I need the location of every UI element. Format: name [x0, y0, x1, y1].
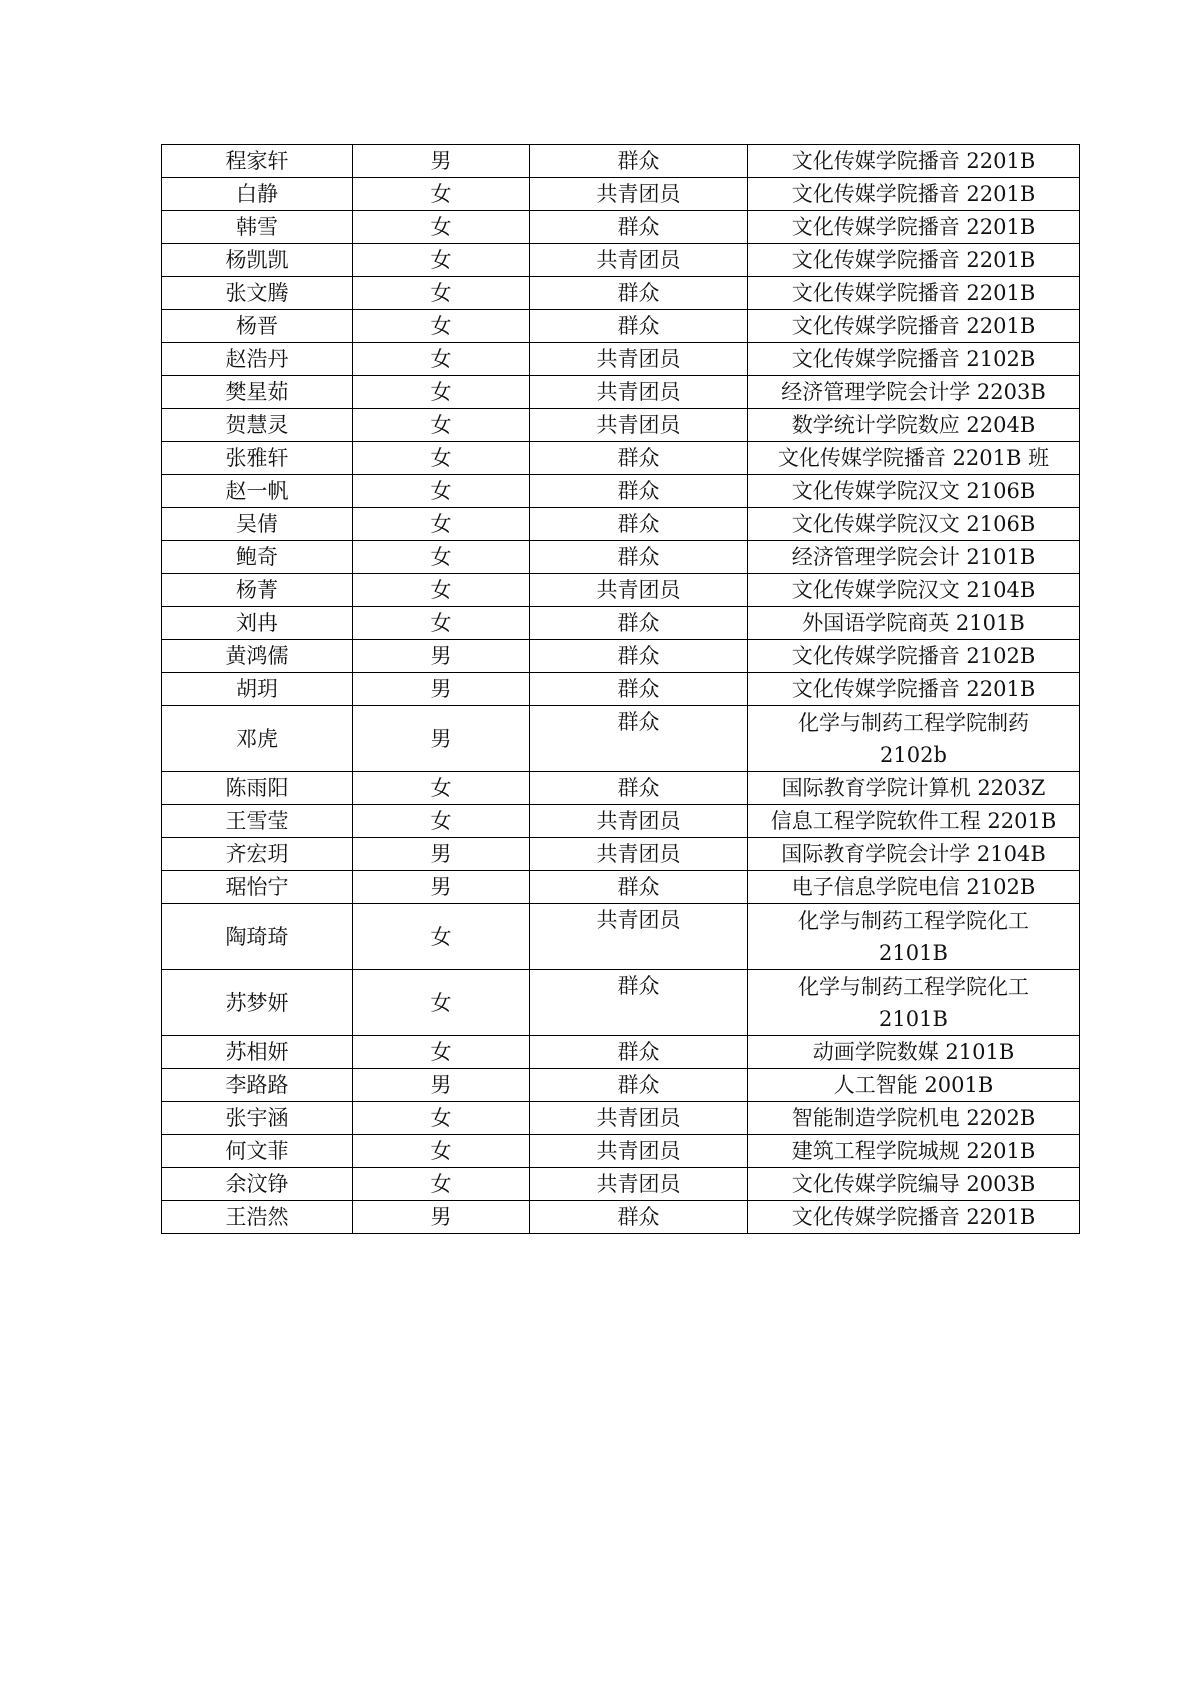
political-status-cell: 群众 — [530, 1201, 748, 1234]
gender-cell: 男 — [353, 673, 530, 706]
gender-cell: 男 — [353, 1069, 530, 1102]
class-line: 智能制造学院机电 2202B — [791, 1106, 1036, 1130]
student-name-cell: 张雅轩 — [162, 442, 353, 475]
student-name-cell: 苏梦妍 — [162, 970, 353, 1036]
political-status-cell: 群众 — [530, 1069, 748, 1102]
gender-cell: 女 — [353, 1135, 530, 1168]
political-status-cell: 共青团员 — [530, 343, 748, 376]
class-line: 动画学院数媒 2101B — [812, 1040, 1015, 1064]
class-line: 经济管理学院会计 2101B — [791, 545, 1036, 569]
student-name-cell: 白静 — [162, 178, 353, 211]
gender-cell: 女 — [353, 409, 530, 442]
political-status-cell: 共青团员 — [530, 904, 748, 970]
political-status-cell: 群众 — [530, 970, 748, 1036]
table-row — [162, 343, 1080, 376]
gender-cell: 女 — [353, 310, 530, 343]
student-name-cell: 苏相妍 — [162, 1036, 353, 1069]
political-status-cell: 共青团员 — [530, 244, 748, 277]
class-cell — [748, 409, 1080, 442]
student-name-cell: 赵浩丹 — [162, 343, 353, 376]
gender-cell: 男 — [353, 145, 530, 178]
class-cell — [748, 442, 1080, 475]
class-cell — [748, 244, 1080, 277]
table-row — [162, 1036, 1080, 1069]
political-status-cell: 群众 — [530, 871, 748, 904]
student-name-cell: 鲍奇 — [162, 541, 353, 574]
gender-cell: 女 — [353, 442, 530, 475]
table-row — [162, 772, 1080, 805]
gender-cell: 女 — [353, 574, 530, 607]
class-line: 2101B — [879, 940, 948, 965]
table-row — [162, 1069, 1080, 1102]
class-line: 经济管理学院会计学 2203B — [781, 380, 1046, 404]
class-cell — [748, 277, 1080, 310]
class-cell — [748, 970, 1080, 1036]
class-line: 外国语学院商英 2101B — [802, 611, 1025, 635]
gender-cell: 男 — [353, 1201, 530, 1234]
student-roster-table — [161, 144, 1080, 1234]
political-status-cell: 群众 — [530, 211, 748, 244]
class-line: 信息工程学院软件工程 2201B — [770, 809, 1057, 833]
student-name-cell: 余汶铮 — [162, 1168, 353, 1201]
table-row — [162, 805, 1080, 838]
student-name-cell: 李路路 — [162, 1069, 353, 1102]
class-cell — [748, 343, 1080, 376]
class-cell — [748, 706, 1080, 772]
table-row — [162, 1135, 1080, 1168]
student-name-cell: 吴倩 — [162, 508, 353, 541]
political-status-cell: 共青团员 — [530, 1102, 748, 1135]
table-row — [162, 541, 1080, 574]
table-row — [162, 310, 1080, 343]
political-status-cell: 群众 — [530, 541, 748, 574]
student-name-cell: 琚怡宁 — [162, 871, 353, 904]
student-name-cell: 韩雪 — [162, 211, 353, 244]
class-line: 2102b — [880, 742, 947, 767]
table-row — [162, 904, 1080, 970]
student-name-cell: 樊星茹 — [162, 376, 353, 409]
gender-cell: 女 — [353, 211, 530, 244]
gender-cell: 女 — [353, 508, 530, 541]
student-name-cell: 王浩然 — [162, 1201, 353, 1234]
class-cell — [748, 178, 1080, 211]
political-status-cell: 共青团员 — [530, 409, 748, 442]
student-name-cell: 张宇涵 — [162, 1102, 353, 1135]
political-status-cell: 共青团员 — [530, 1168, 748, 1201]
gender-cell: 女 — [353, 541, 530, 574]
gender-cell: 女 — [353, 277, 530, 310]
student-name-cell: 杨凯凯 — [162, 244, 353, 277]
class-line: 文化传媒学院播音 2201B — [791, 248, 1036, 272]
class-line: 文化传媒学院编导 2003B — [791, 1172, 1036, 1196]
class-cell — [748, 1135, 1080, 1168]
political-status-cell: 共青团员 — [530, 178, 748, 211]
political-status-cell: 群众 — [530, 508, 748, 541]
gender-cell: 女 — [353, 607, 530, 640]
table-row — [162, 1168, 1080, 1201]
gender-cell: 男 — [353, 640, 530, 673]
class-line: 电子信息学院电信 2102B — [791, 875, 1036, 899]
table-row — [162, 244, 1080, 277]
class-cell — [748, 1102, 1080, 1135]
class-line: 数学统计学院数应 2204B — [791, 413, 1036, 437]
political-status-cell: 群众 — [530, 1036, 748, 1069]
class-line: 文化传媒学院播音 2102B — [791, 347, 1036, 371]
student-name-cell: 陈雨阳 — [162, 772, 353, 805]
class-cell — [748, 508, 1080, 541]
political-status-cell: 群众 — [530, 442, 748, 475]
student-name-cell: 黄鸿儒 — [162, 640, 353, 673]
table-row — [162, 673, 1080, 706]
political-status-cell: 群众 — [530, 673, 748, 706]
class-line: 文化传媒学院播音 2201B — [791, 677, 1036, 701]
gender-cell: 女 — [353, 376, 530, 409]
class-line: 文化传媒学院汉文 2104B — [791, 578, 1036, 602]
table-row — [162, 277, 1080, 310]
class-cell — [748, 805, 1080, 838]
political-status-cell: 群众 — [530, 277, 748, 310]
gender-cell: 男 — [353, 706, 530, 772]
class-line: 文化传媒学院汉文 2106B — [791, 479, 1036, 503]
gender-cell: 女 — [353, 772, 530, 805]
class-line: 人工智能 2001B — [833, 1073, 994, 1097]
class-cell — [748, 1069, 1080, 1102]
class-cell — [748, 211, 1080, 244]
gender-cell: 女 — [353, 343, 530, 376]
class-line: 文化传媒学院播音 2201B — [791, 314, 1036, 338]
table-row — [162, 574, 1080, 607]
class-cell — [748, 376, 1080, 409]
class-line: 化学与制药工程学院化工 — [798, 908, 1029, 933]
political-status-cell: 共青团员 — [530, 805, 748, 838]
table-row — [162, 508, 1080, 541]
student-name-cell: 何文菲 — [162, 1135, 353, 1168]
table-row — [162, 1102, 1080, 1135]
class-cell — [748, 871, 1080, 904]
class-cell — [748, 640, 1080, 673]
class-cell — [748, 904, 1080, 970]
class-line: 化学与制药工程学院化工 — [798, 974, 1029, 999]
student-name-cell: 刘冉 — [162, 607, 353, 640]
political-status-cell: 群众 — [530, 607, 748, 640]
class-line: 2101B — [879, 1006, 948, 1031]
political-status-cell: 共青团员 — [530, 838, 748, 871]
student-name-cell: 王雪莹 — [162, 805, 353, 838]
student-name-cell: 程家轩 — [162, 145, 353, 178]
student-name-cell: 贺慧灵 — [162, 409, 353, 442]
political-status-cell: 群众 — [530, 475, 748, 508]
class-line: 文化传媒学院汉文 2106B — [791, 512, 1036, 536]
student-name-cell: 赵一帆 — [162, 475, 353, 508]
class-cell — [748, 673, 1080, 706]
political-status-cell: 群众 — [530, 640, 748, 673]
class-line: 文化传媒学院播音 2201B — [791, 149, 1036, 173]
student-name-cell: 胡玥 — [162, 673, 353, 706]
class-line: 文化传媒学院播音 2201B — [791, 182, 1036, 206]
political-status-cell: 群众 — [530, 772, 748, 805]
table-row — [162, 376, 1080, 409]
gender-cell: 女 — [353, 970, 530, 1036]
class-cell — [748, 475, 1080, 508]
class-line: 国际教育学院会计学 2104B — [781, 842, 1046, 866]
gender-cell: 女 — [353, 475, 530, 508]
student-name-cell: 杨晋 — [162, 310, 353, 343]
political-status-cell: 群众 — [530, 706, 748, 772]
gender-cell: 男 — [353, 838, 530, 871]
class-line: 文化传媒学院播音 2201B 班 — [777, 446, 1050, 470]
table-row — [162, 706, 1080, 772]
gender-cell: 女 — [353, 1036, 530, 1069]
gender-cell: 男 — [353, 871, 530, 904]
class-cell — [748, 607, 1080, 640]
class-line: 化学与制药工程学院制药 — [798, 710, 1029, 735]
table-row — [162, 442, 1080, 475]
table-row — [162, 607, 1080, 640]
class-cell — [748, 1201, 1080, 1234]
class-line: 文化传媒学院播音 2201B — [791, 1205, 1036, 1229]
class-line: 文化传媒学院播音 2102B — [791, 644, 1036, 668]
political-status-cell: 群众 — [530, 145, 748, 178]
gender-cell: 女 — [353, 904, 530, 970]
political-status-cell: 群众 — [530, 310, 748, 343]
class-cell — [748, 1168, 1080, 1201]
class-cell — [748, 1036, 1080, 1069]
table-row — [162, 970, 1080, 1036]
political-status-cell: 共青团员 — [530, 1135, 748, 1168]
class-cell — [748, 574, 1080, 607]
student-name-cell: 齐宏玥 — [162, 838, 353, 871]
class-cell — [748, 310, 1080, 343]
student-name-cell: 邓虎 — [162, 706, 353, 772]
class-line: 国际教育学院计算机 2203Z — [781, 776, 1046, 800]
table-row — [162, 1201, 1080, 1234]
student-name-cell: 陶琦琦 — [162, 904, 353, 970]
table-row — [162, 409, 1080, 442]
gender-cell: 女 — [353, 244, 530, 277]
table-row — [162, 145, 1080, 178]
student-name-cell: 张文腾 — [162, 277, 353, 310]
table-row — [162, 640, 1080, 673]
class-cell — [748, 772, 1080, 805]
gender-cell: 女 — [353, 1102, 530, 1135]
class-line: 文化传媒学院播音 2201B — [791, 215, 1036, 239]
class-cell — [748, 541, 1080, 574]
class-line: 文化传媒学院播音 2201B — [791, 281, 1036, 305]
table-row — [162, 211, 1080, 244]
table-row — [162, 871, 1080, 904]
table-row — [162, 178, 1080, 211]
gender-cell: 女 — [353, 805, 530, 838]
class-cell — [748, 838, 1080, 871]
class-line: 建筑工程学院城规 2201B — [791, 1139, 1036, 1163]
political-status-cell: 共青团员 — [530, 574, 748, 607]
political-status-cell: 共青团员 — [530, 376, 748, 409]
gender-cell: 女 — [353, 1168, 530, 1201]
roster-body — [162, 145, 1080, 1234]
student-name-cell: 杨菁 — [162, 574, 353, 607]
table-row — [162, 838, 1080, 871]
gender-cell: 女 — [353, 178, 530, 211]
table-row — [162, 475, 1080, 508]
class-cell — [748, 145, 1080, 178]
